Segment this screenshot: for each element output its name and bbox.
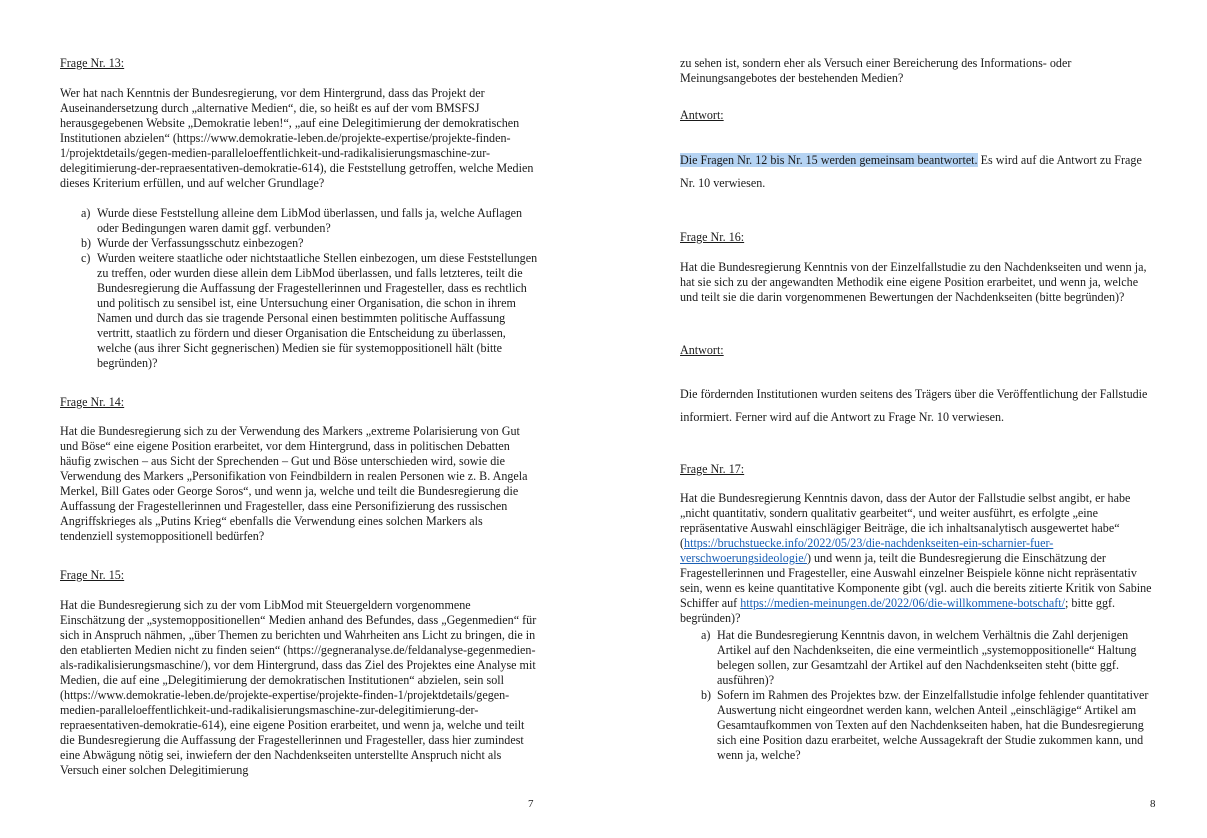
list-marker: b) xyxy=(701,688,712,702)
list-item xyxy=(680,628,1158,688)
page-right xyxy=(680,0,1160,838)
list-item xyxy=(60,206,538,236)
list-marker: b) xyxy=(81,236,92,250)
q16-text: Hat die Bundesregierung Kenntnis von der Einzelfallstudie zu den Nachdenkseiten und wenn ja, hat sie sich zu der angewandten Methodik eine eigene Position erarbeitet, und wenn ja, welche und teilt sie die darin vorgenommenen Bewertungen der Nachdenkseiten (bitte begründen)? xyxy=(680,260,1147,304)
q14-heading: Frage Nr. 14: xyxy=(60,395,125,409)
list-item-text: Wurde der Verfassungsschutz einbezogen? xyxy=(97,236,304,250)
list-marker: a) xyxy=(81,206,91,220)
list-item-text: Hat die Bundesregierung Kenntnis davon, in welchem Verhältnis die Zahl derjenigen Artikel auf den Nachdenkseiten, die eine vermeintlich „systemoppositionelle“ Haltung belegen sollen, zur Gesamtzahl der Artikel auf den Nachdenkseiten steht (bitte ggf. ausführen)? xyxy=(717,628,1137,687)
page-number: 8 xyxy=(1150,798,1156,810)
q13-text: Wer hat nach Kenntnis der Bundesregierung, vor dem Hintergrund, dass das Projekt der Auseinandersetzung durch „alternative Medien“, die, so heißt es auf der vom BMSFSJ herausgegebenen Website „Demokratie leben!“, „auf eine Delegitimierung der demokratischen Institutionen abzielen“ (https://www.demokratie-leben.de/projekte-expertise/projekte-finden-1/projektdetails/gegen-medien-paralleloeffentlichkeit-und-radikalisierungsmaschine-zur-delegitimierung-der-repraesentativen-demokratie-614), die Feststellung getroffen, welche Medien dieses Kriterium erfüllen, und auf welcher Grundlage? xyxy=(60,86,534,190)
q17-text xyxy=(680,491,1158,626)
q16-heading: Frage Nr. 16: xyxy=(680,230,745,244)
list-marker: a) xyxy=(701,628,711,642)
selected-text[interactable]: Die Fragen Nr. 12 bis Nr. 15 werden gemeinsam beantwortet. xyxy=(680,153,978,167)
bruchstuecke-link[interactable]: https://bruchstuecke.info/2022/05/23/die-nachdenkseiten-ein-scharnier-fuer-verschwoerungsideologie/ xyxy=(680,536,1054,565)
q17-subquestions xyxy=(680,628,1158,763)
q15-text: Hat die Bundesregierung sich zu der vom LibMod mit Steuergeldern vorgenommene Einschätzung der „systemoppositionellen“ Medien anhand des Befundes, dass „Gegenmedien“ für sich in Anspruch nähmen, „über Themen zu berichten und Wahrheiten ans Licht zu bringen, die in den etablierten Medien nicht zu finden seien“ (https://gegneranalyse.de/feldanalyse-gegenmedien-als-radikalisierungsmaschine/), vor dem Hintergrund, dass das Ziel des Projektes eine Analyse mit Medien, die auf eine „Delegitimierung der demokratischen Institutionen“ abzielen, sein soll (https://www.demokratie-leben.de/projekte-expertise/projekte-finden-1/projektdetails/gegen-medien-paralleloeffentlichkeit-und-radikalisierungsmaschine-zur-delegitimierung-der-repraesentativen-demokratie-614), eine eigene Position erarbeitet, und wenn ja, welche und teilt die Bundesregierung die Auffassung der Fragestellerinnen und Fragesteller, dass hier zumindest eine Abwägung nötig sei, inwiefern der den Nachdenkseiten unterstellte Anspruch nicht als Versuch einer solchen Delegitimierung xyxy=(60,598,537,777)
q13-heading: Frage Nr. 13: xyxy=(60,56,125,70)
list-item-text: Sofern im Rahmen des Projektes bzw. der Einzelfallstudie infolge fehlender quantitativer Auswertung nicht eingeordnet werden kann, welchen Anteil „einschlägige“ Artikel am Gesamtaufkommen von Texten auf den Nachdenkseiten haben, hat die Bundesregierung sich eine Position dazu erarbeitet, welche Aussagekraft der Studie zukommen kann, und wenn ja, welche? xyxy=(717,688,1149,762)
list-item-text: Wurden weitere staatliche oder nichtstaatliche Stellen einbezogen, um diese Feststellungen zu treffen, oder wurden diese allein dem LibMod überlassen, und falls letzteres, teilt die Bundesregierung die Auffassung der Fragestellerinnen und Fragesteller, dass es rechtlich und politisch zu sensibel ist, eine Untersuchung einer Organisation, die schon in ihrem Namen und durch das sie tragende Personal einen bestimmten politische Auffassung vertritt, staatlich zu fördern und dieser Organisation die Entscheidung zu überlassen, welche (aus ihrer Sicht gegnerischen) Medien sie für systemoppositionell hält (bitte begründen)? xyxy=(97,251,538,370)
q17-text-part: Hat die Bundesregierung Kenntnis davon, dass der Autor der Fallstudie selbst angibt, er habe „nicht quantitativ, sondern qualitativ gearbeitet“, und weiter ausführt, es erfolgte „eine repräsentative Auswahl einschlägiger Beiträge, die ich inhaltsanalytisch ausgewertet habe“ ( xyxy=(680,491,1131,550)
q13-subquestions xyxy=(60,206,538,371)
list-item xyxy=(60,251,538,371)
answer-label: Antwort: xyxy=(680,108,724,122)
q17-text-part: ) und wenn ja, teilt die Bundesregierung die Einschätzung der Fragestellerinnen und Fragesteller, eine Auswahl einzelner Beispiele könne nicht repräsentativ sein, wenn es keine quantitative Komponente gibt (vgl. auch die bereits zitierte Kritik von Sabine Schiffer auf xyxy=(680,551,1152,610)
answer-text-rest: Es wird auf die Antwort zu Frage Nr. 10 verwiesen. xyxy=(680,153,1142,190)
page-left xyxy=(60,0,540,838)
page-number: 7 xyxy=(528,798,534,810)
list-item xyxy=(60,236,538,251)
list-item-text: Wurde diese Feststellung alleine dem LibMod überlassen, und falls ja, welche Auflagen oder Bedingungen waren damit ggf. verbunden? xyxy=(97,206,523,235)
answer-text: Die fördernden Institutionen wurden seitens des Trägers über die Veröffentlichung der Fallstudie informiert. Ferner wird auf die Antwort zu Frage Nr. 10 verwiesen. xyxy=(680,387,1148,424)
list-item xyxy=(680,688,1158,763)
answer-label: Antwort: xyxy=(680,343,724,357)
q15-heading: Frage Nr. 15: xyxy=(60,568,125,582)
q17-text-part: ; bitte ggf. begründen)? xyxy=(680,596,1116,625)
list-marker: c) xyxy=(81,251,91,265)
q14-text: Hat die Bundesregierung sich zu der Verwendung des Markers „extreme Polarisierung von Gut und Böse“ eine eigene Position erarbeitet, vor dem Hintergrund, dass in politischen Debatten häufig zwischen – aus Sicht der Sprechenden – Gut und Böse unterschieden wird, sowie die Verwendung des Markers „Personifikation von Feindbildern in realen Personen wie z. B. Angela Merkel, Bill Gates oder George Soros“, und wenn ja, welche und teilt die Bundesregierung die Auffassung der Fragestellerinnen und Fragesteller, dass eine Personifizierung des russischen Angriffskrieges als „Putins Krieg“ ebenfalls die Verwendung eines solchen Markers als tendenziell systemoppositionell bedürfen? xyxy=(60,424,528,543)
q17-heading: Frage Nr. 17: xyxy=(680,462,745,476)
answer-text xyxy=(680,149,1158,195)
medien-meinungen-link[interactable]: https://medien-meinungen.de/2022/06/die-willkommene-botschaft/ xyxy=(740,596,1066,610)
q15-continued-text: zu sehen ist, sondern eher als Versuch einer Bereicherung des Informations- oder Meinungsangebotes der bestehenden Medien? xyxy=(680,56,1072,85)
